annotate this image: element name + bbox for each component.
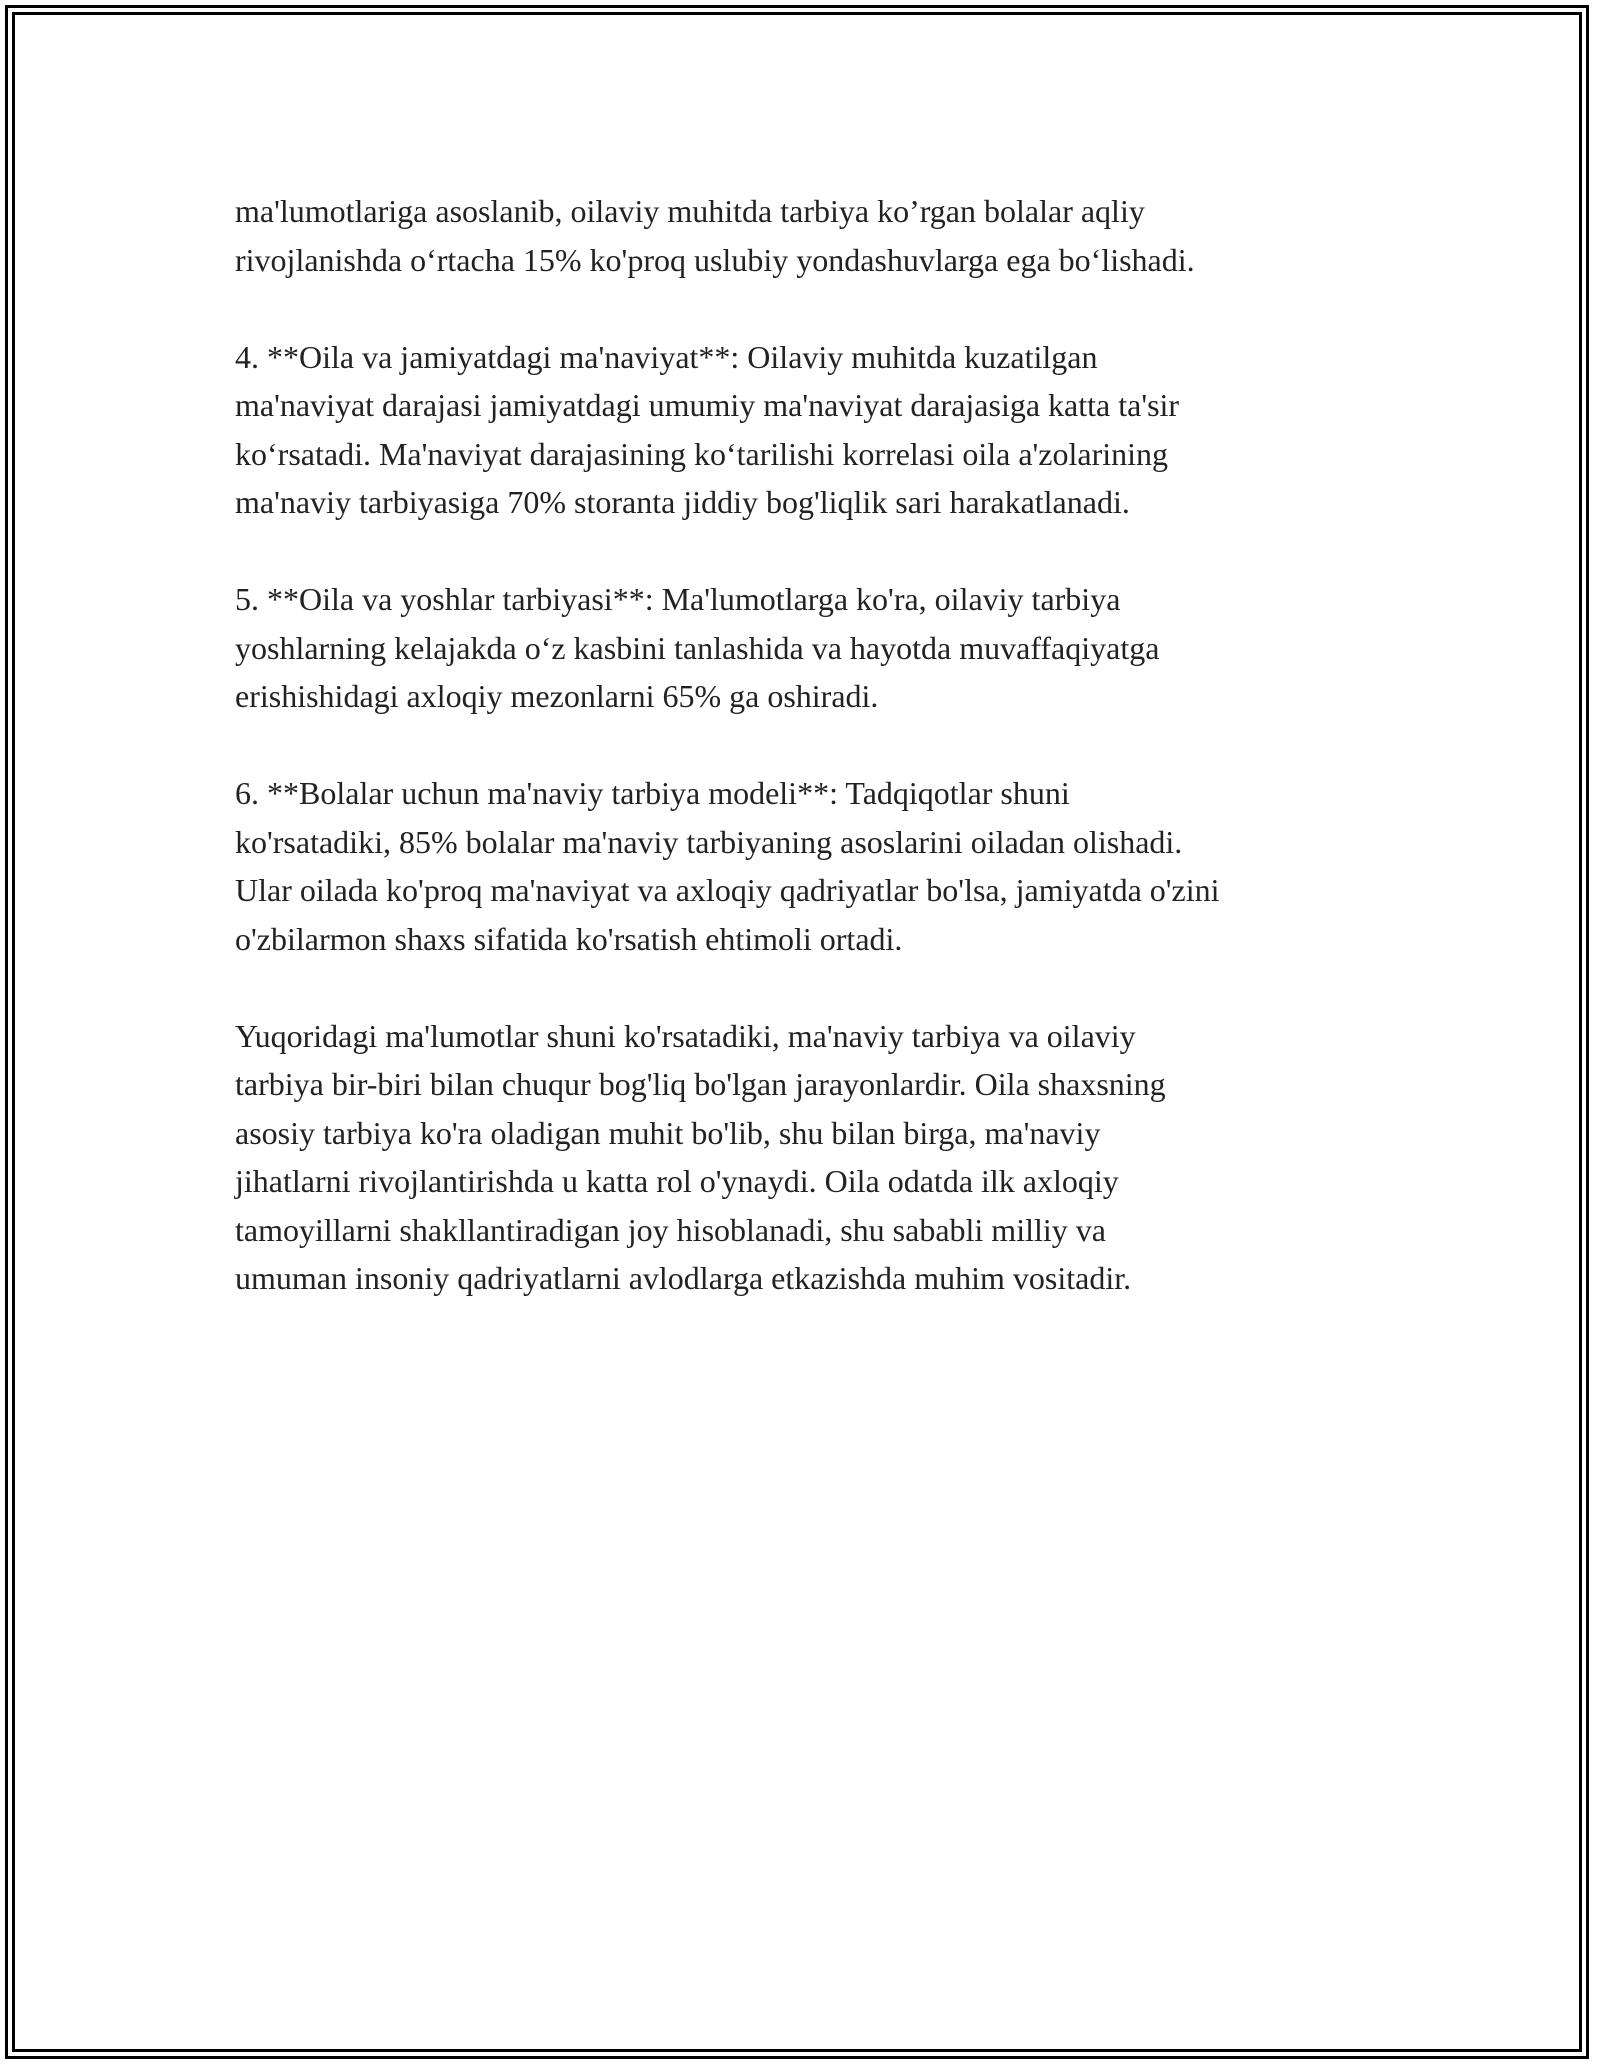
paragraph-conclusion <box>235 1012 1395 1303</box>
text-line: jihatlarni rivojlantirishda u katta rol o'ynaydi. Oila odatda ilk axloqiy <box>235 1163 1119 1199</box>
text-line: Yuqoridagi ma'lumotlar shuni ko'rsatadiki, ma'naviy tarbiya va oilaviy <box>235 1017 1136 1054</box>
text-line: ma'naviyat darajasi jamiyatdagi umumiy ma'naviyat darajasiga katta ta'sir <box>235 387 1180 423</box>
text-line: ma'lumotlariga asoslanib, oilaviy muhitda tarbiya ko’rgan bolalar aqliy <box>235 193 1145 229</box>
text-line: ko'rsatadiki, 85% bolalar ma'naviy tarbiyaning asoslarini oiladan olishadi. <box>235 823 1183 860</box>
text-line: ko‘rsatadi. Ma'naviyat darajasining ko‘tarilishi korrelasi oila a'zolarining <box>235 435 1169 472</box>
text-line: umuman insoniy qadriyatlarni avlodlarga etkazishda muhim vositadir. <box>235 1260 1132 1296</box>
paragraph-item-6 <box>235 769 1395 963</box>
text-line: tarbiya bir-biri bilan chuqur bog'liq bo'lgan jarayonlardir. Oila shaxsning <box>235 1066 1166 1102</box>
text-line: o'zbilarmon shaxs sifatida ko'rsatish ehtimoli ortadi. <box>235 920 903 957</box>
text-line: erishishidagi axloqiy mezonlarni 65% ga oshiradi. <box>235 678 879 714</box>
text-line: tamoyillarni shakllantiradigan joy hisoblanadi, shu sababli milliy va <box>235 1211 1106 1248</box>
paragraph-item-4 <box>235 333 1395 527</box>
text-line: 4. **Oila va jamiyatdagi ma'naviyat**: Oilaviy muhitda kuzatilgan <box>235 338 1098 375</box>
text-line: yoshlarning kelajakda o‘z kasbini tanlashida va hayotda muvaffaqiyatga <box>235 629 1160 666</box>
document-body <box>235 187 1395 1351</box>
paragraph-continuation <box>235 187 1395 284</box>
text-line: Ular oilada ko'proq ma'naviyat va axloqiy qadriyatlar bo'lsa, jamiyatda o'zini <box>235 872 1220 908</box>
text-line: ma'naviy tarbiyasiga 70% storanta jiddiy bog'liqlik sari harakatlanadi. <box>235 484 1130 520</box>
text-line: rivojlanishda o‘rtacha 15% ko'proq uslubiy yondashuvlarga ega bo‘lishadi. <box>235 241 1195 278</box>
text-line: 6. **Bolalar uchun ma'naviy tarbiya modeli**: Tadqiqotlar shuni <box>235 775 1070 811</box>
paragraph-item-5 <box>235 575 1395 721</box>
text-line: asosiy tarbiya ko'ra oladigan muhit bo'lib, shu bilan birga, ma'naviy <box>235 1114 1101 1151</box>
text-line: 5. **Oila va yoshlar tarbiyasi**: Ma'lumotlarga ko'ra, oilaviy tarbiya <box>235 581 1121 617</box>
